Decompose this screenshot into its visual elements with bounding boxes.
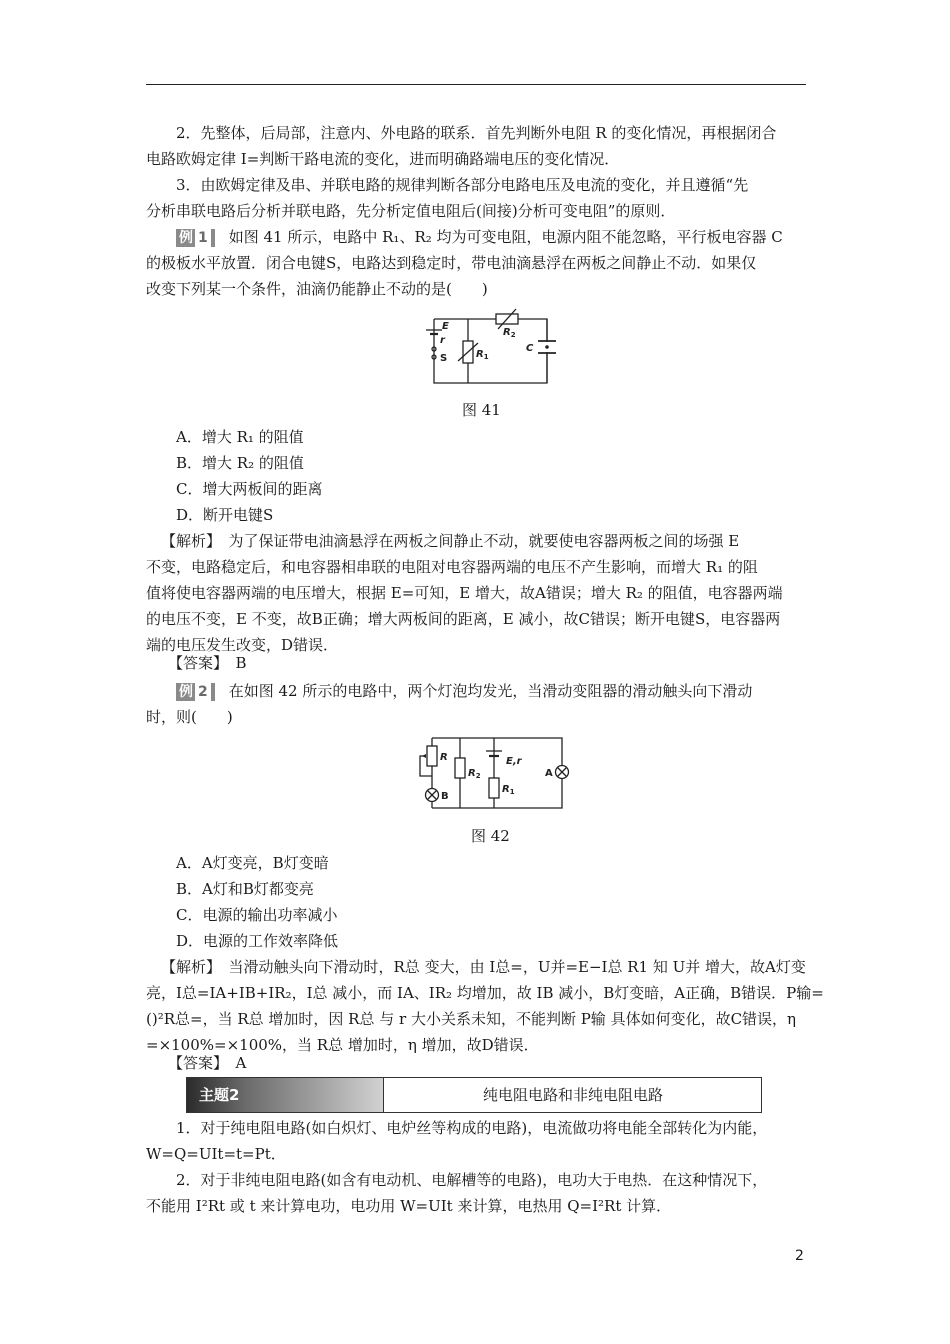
example-1-analysis-line-2: 不变，电路稳定后，和电容器相串联的电阻对电容器两端的电压不产生影响，而增大 R₁ 的阻 [146, 558, 758, 576]
example-1-analysis-line-3: 值将使电容器两端的电压增大，根据 E=可知，E 增大，故A错误；增大 R₂ 的阻值，电容器两端 [146, 584, 783, 602]
fig42-label-A: A [545, 768, 553, 779]
example-1-option-c: C．增大两板间的距离 [176, 480, 323, 498]
fig42-label-R: R [440, 752, 448, 763]
topic-2-paragraph-1: 1．对于纯电阻电路(如白炽灯、电炉丝等构成的电路)，电流做功将电能全部转化为内能， [176, 1119, 768, 1137]
example-2-analysis-line-4: =×100%=×100%，当 R总 增加时，η 增加，故D错误． [146, 1036, 539, 1054]
topic-2-label-box [187, 1078, 383, 1112]
fig42-label-B: B [441, 791, 449, 802]
example-1-question-cont2: 改变下列某一个条件，油滴仍能静止不动的是( ) [146, 280, 488, 298]
paragraph-2-cont: 电路欧姆定律 I=判断干路电流的变化，进而明确路端电压的变化情况． [146, 150, 620, 168]
fig41-label-R1: $R_1$ [476, 349, 489, 361]
topic-2-paragraph-2: 2．对于非纯电阻电路(如含有电动机、电解槽等的电路)，电功大于电热．在这种情况下， [176, 1171, 768, 1189]
figure-42-caption: 图 42 [471, 827, 510, 845]
fig42-label-R1: $R_1$ [502, 784, 515, 796]
example-2-analysis-line-1: 【解析】 当滑动触头向下滑动时，R总 变大，由 I总=，U并=E−I总 R1 知 U并 增大，故A灯变 [161, 958, 806, 976]
paragraph-2: 2．先整体，后局部，注意内、外电路的联系．首先判断外电阻 R 的变化情况，再根据闭合 [176, 124, 777, 142]
example-1-analysis-line-4: 的电压不变，E 不变，故B正确；增大两板间的距离，E 减小，故C错误；断开电键S，电容器两 [146, 610, 781, 628]
topic-2-header [186, 1077, 762, 1113]
figure-41-circuit [420, 305, 560, 390]
fig41-label-r: r [440, 335, 445, 346]
example-1-question-cont: 的极板水平放置．闭合电键S，电路达到稳定时，带电油滴悬浮在两板之间静止不动．如果仅 [146, 254, 757, 272]
example-2-option-a: A．A灯变亮，B灯变暗 [176, 854, 329, 872]
example-2-option-c: C．电源的输出功率减小 [176, 906, 338, 924]
example-1-option-d: D．断开电键S [176, 506, 274, 524]
topic-2-label: 主题2 [199, 1086, 240, 1104]
example-2-question: 例 2 在如图 42 所示的电路中，两个灯泡均发光，当滑动变阻器的滑动触头向下滑动 [176, 678, 841, 704]
figure-42-circuit [414, 734, 574, 814]
fig41-label-E: E [442, 321, 449, 332]
example-1-option-a: A．增大 R₁ 的阻值 [176, 428, 304, 446]
example-1-option-b: B．增大 R₂ 的阻值 [176, 454, 304, 472]
fig41-label-S: S [440, 353, 448, 364]
example-2-option-d: D．电源的工作效率降低 [176, 932, 339, 950]
example-2-option-b: B．A灯和B灯都变亮 [176, 880, 314, 898]
example-2-tag: 例 2 [176, 683, 215, 701]
example-1-analysis-line-1: 【解析】 为了保证带电油滴悬浮在两板之间静止不动，就要使电容器两板之间的场强 E [161, 532, 740, 550]
fig42-label-Er: E,r [506, 756, 522, 767]
topic-2-paragraph-1-cont: W=Q=UIt=t=Pt． [146, 1145, 286, 1163]
fig42-label-R2: $R_2$ [468, 768, 481, 780]
example-2-analysis-line-2: 亮，I总=IA+IB+IR₂，I总 减小，而 IA、IR₂ 均增加，故 IB 减小，B灯变暗，A正确，B错误．P输= [146, 984, 824, 1002]
fig41-label-R2: $R_2$ [503, 327, 516, 339]
header-rule [146, 84, 806, 85]
paragraph-3: 3．由欧姆定律及串、并联电路的规律判断各部分电路电压及电流的变化，并且遵循“先 [176, 176, 749, 194]
topic-2-paragraph-2-cont: 不能用 I²Rt 或 t 来计算电功，电功用 W=UIt 来计算，电热用 Q=I²Rt 计算． [146, 1197, 672, 1215]
paragraph-3-cont: 分析串联电路后分析并联电路，先分析定值电阻后(间接)分析可变电阻”的原则． [146, 202, 676, 220]
page-number: 2 [795, 1248, 804, 1264]
example-1-analysis-line-5: 端的电压发生改变，D错误． [146, 636, 339, 654]
fig41-label-C: C [526, 343, 534, 354]
example-1-tag: 例 1 [176, 229, 215, 247]
example-1-answer: 【答案】 B [168, 654, 247, 672]
example-2-answer: 【答案】 A [168, 1054, 247, 1072]
example-2-analysis-line-3: ()²R总=，当 R总 增加时，因 R总 与 r 大小关系未知，不能判断 P输 具体如何变化，故C错误，η [146, 1010, 797, 1028]
example-1-question: 例 1 如图 41 所示，电路中 R₁、R₂ 均为可变电阻，电源内阻不能忽略，平行板电容器 C [176, 224, 841, 250]
example-2-question-cont: 时，则( ) [146, 708, 233, 726]
figure-41-caption: 图 41 [462, 401, 501, 419]
topic-2-title: 纯电阻电路和非纯电阻电路 [383, 1078, 762, 1112]
